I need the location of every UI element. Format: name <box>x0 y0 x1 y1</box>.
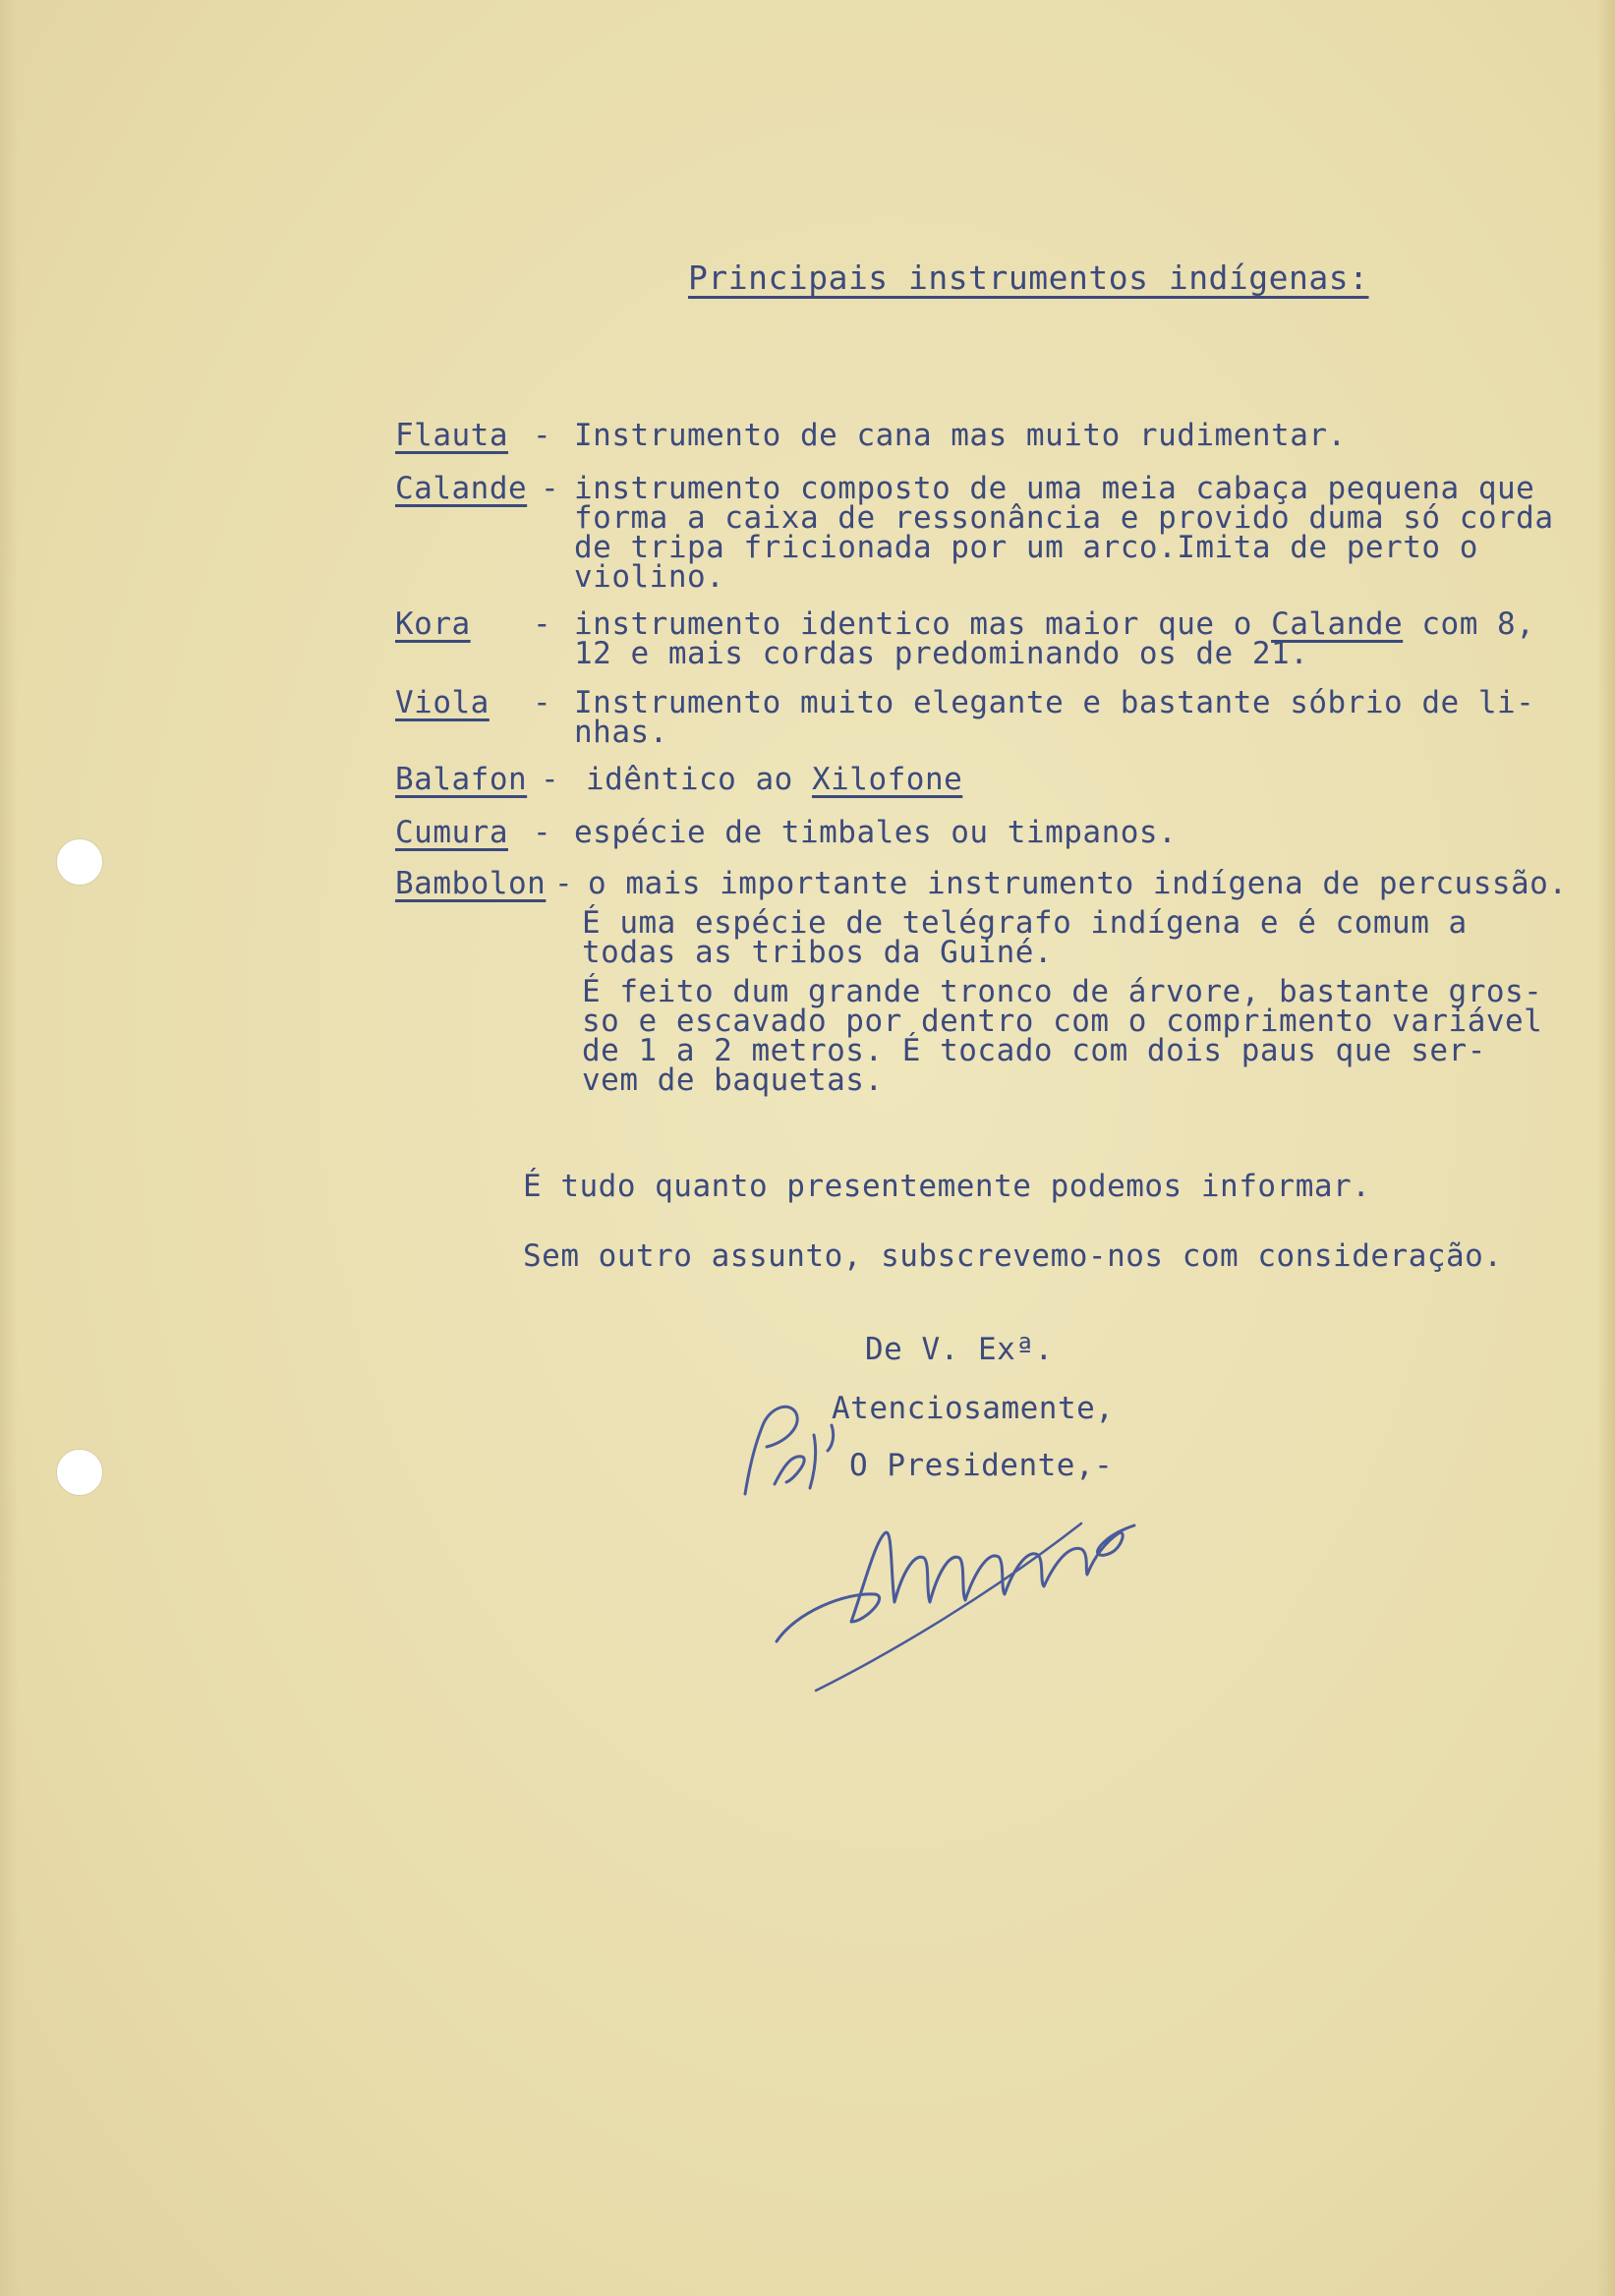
closing-line-1: É tudo quanto presentemente podemos informar. <box>523 1169 1371 1204</box>
entry-description-line: vem de baquetas. <box>582 1062 884 1098</box>
entry-separator: - <box>533 815 552 850</box>
entry-description-line: forma a caixa de ressonância e provido duma só corda <box>574 500 1554 536</box>
entry-separator: - <box>554 866 574 901</box>
punch-hole-bottom <box>56 1449 103 1496</box>
sign-off-presidente: O Presidente,- <box>849 1448 1114 1483</box>
document-title <box>688 258 1369 297</box>
entry-description-line: instrumento composto de uma meia cabaça pequena que <box>574 471 1535 506</box>
sign-off-de-v-exa: De V. Exª. <box>865 1332 1054 1367</box>
sign-off-atenciosamente: Atenciosamente, <box>832 1391 1115 1426</box>
signature-graphic <box>757 1464 1189 1710</box>
entry-term: Bambolon <box>395 866 547 901</box>
entry-description-line: de tripa fricionada por um arco.Imita de perto o <box>574 530 1478 565</box>
entry-description-line: Instrumento de cana mas muito rudimentar. <box>574 418 1347 453</box>
entry-separator: - <box>541 762 560 797</box>
entry-term: Calande <box>395 471 528 506</box>
entry-description-line: violino. <box>574 559 725 595</box>
entry-separator: - <box>541 471 560 506</box>
entry-bambolon <box>395 866 1604 1193</box>
entry-description-line: todas as tribos da Guiné. <box>582 935 1054 970</box>
entry-description-line: idêntico ao Xilofone <box>586 762 963 797</box>
entry-term: Flauta <box>395 418 508 453</box>
entry-description-line: Instrumento muito elegante e bastante sóbrio de li- <box>574 685 1535 720</box>
closing-line-2: Sem outro assunto, subscrevemo-nos com consideração. <box>523 1238 1503 1274</box>
entry-description-line: espécie de timbales ou timpanos. <box>574 815 1178 850</box>
entry-separator: - <box>533 606 552 642</box>
entry-separator: - <box>533 685 552 720</box>
page-edge-left <box>0 0 18 2296</box>
entry-description-line: nhas. <box>574 715 668 750</box>
entry-description-line: de 1 a 2 metros. É tocado com dois paus que ser- <box>582 1033 1486 1068</box>
inline-reference: Calande <box>1271 606 1404 642</box>
entry-term: Viola <box>395 685 490 720</box>
entry-description-line: 12 e mais cordas predominando os de 21. <box>574 636 1309 671</box>
entry-separator: - <box>533 418 552 453</box>
entry-description-line: É uma espécie de telégrafo indígena e é comum a <box>582 905 1468 941</box>
entry-term: Kora <box>395 606 471 642</box>
entry-description-line: instrumento identico mas maior que o Calande com 8, <box>574 606 1535 642</box>
entry-description-line: o mais importante instrumento indígena de percussão. <box>588 866 1568 901</box>
entry-term: Cumura <box>395 815 508 850</box>
entry-description-line: É feito dum grande tronco de árvore, bastante gros- <box>582 974 1543 1009</box>
inline-reference: Xilofone <box>811 762 963 797</box>
document-title-text: Principais instrumentos indígenas: <box>688 258 1369 297</box>
punch-hole-top <box>56 838 103 886</box>
entry-description-line: so e escavado por dentro com o comprimento variável <box>582 1004 1543 1039</box>
entry-term: Balafon <box>395 762 528 797</box>
